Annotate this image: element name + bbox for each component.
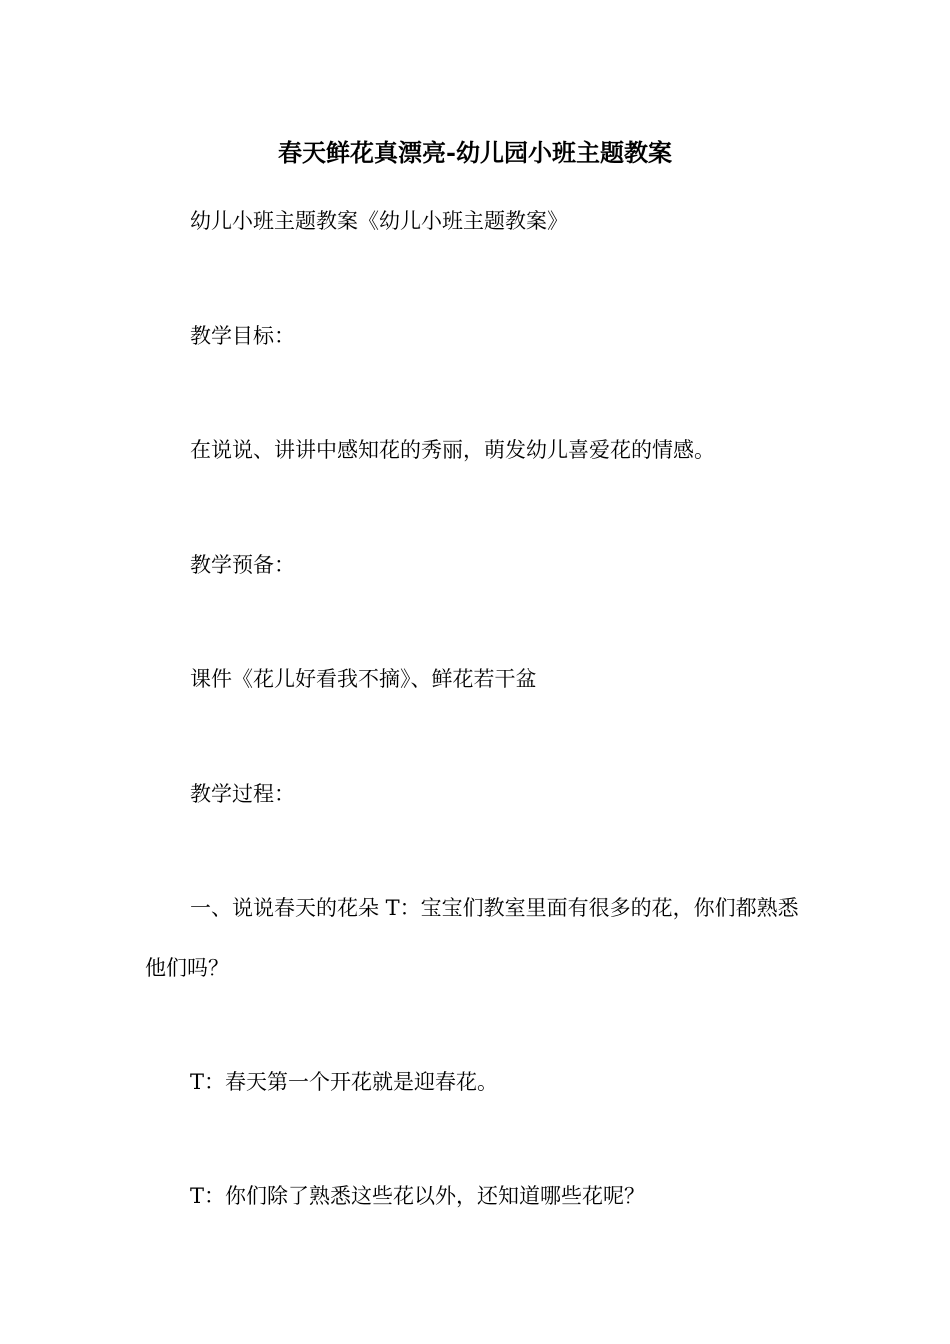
paragraph-teaching-prep-heading: 教学预备： — [190, 553, 295, 577]
paragraph-lesson-plan-name: 幼儿小班主题教案《幼儿小班主题教案》 — [190, 209, 568, 233]
paragraph-teaching-goals-heading: 教学目标： — [190, 324, 295, 348]
paragraph-teacher-line-2: T：你们除了熟悉这些花以外，还知道哪些花呢？ — [190, 1184, 646, 1208]
paragraph-teacher-line-1: T：春天第一个开花就是迎春花。 — [190, 1070, 499, 1094]
paragraph-teaching-prep: 课件《花儿好看我不摘》、鲜花若干盆 — [190, 667, 537, 691]
paragraph-teaching-process-heading: 教学过程： — [190, 782, 295, 806]
document-title: 春天鲜花真漂亮-幼儿园小班主题教案 — [278, 138, 672, 167]
paragraph-teaching-goals: 在说说、讲讲中感知花的秀丽，萌发幼儿喜爱花的情感。 — [190, 438, 715, 462]
paragraph-step-one: 一、说说春天的花朵 T：宝宝们教室里面有很多的花，你们都熟悉他们吗？ — [145, 896, 799, 980]
